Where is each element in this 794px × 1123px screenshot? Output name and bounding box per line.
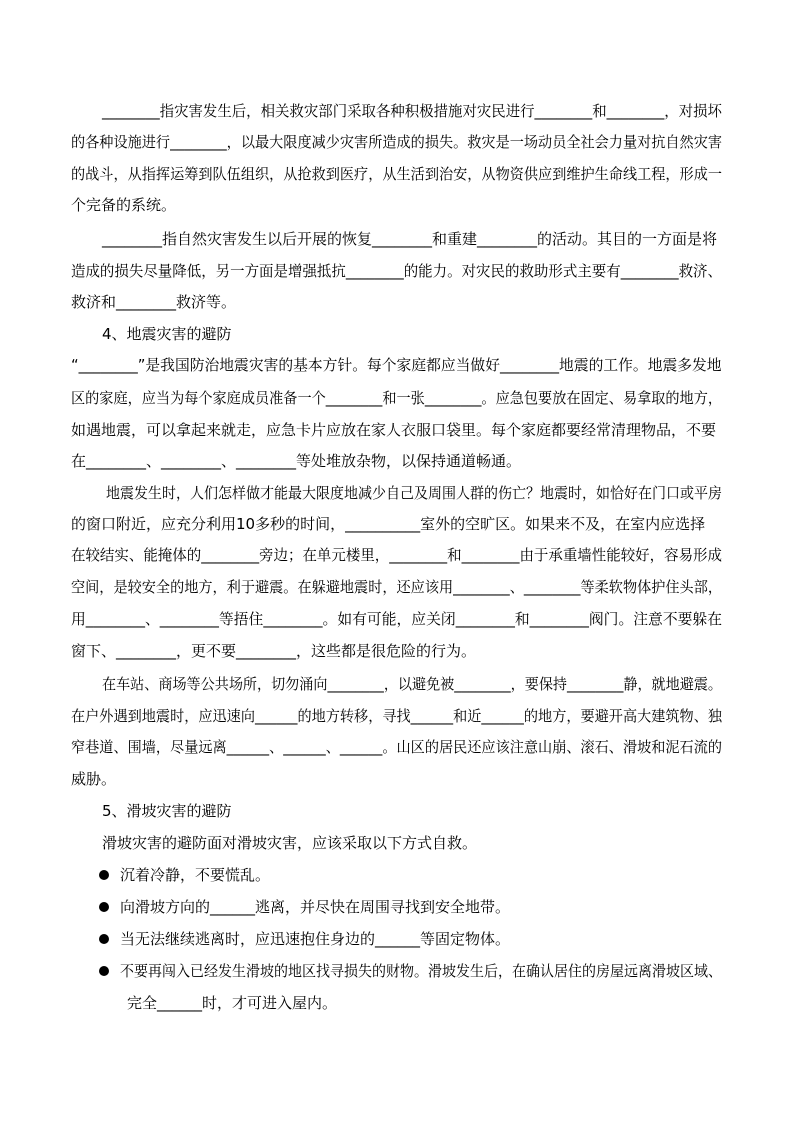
text-line: “________”是我国防治地震灾害的基本方针。每个家庭都应当做好________地震的工作。地震多发地 bbox=[71, 356, 722, 374]
section-heading: 4、地震灾害的避防 bbox=[102, 325, 232, 343]
bullet-icon bbox=[99, 966, 109, 976]
bullet-icon bbox=[99, 870, 109, 880]
text-line: 的战斗，从指挥运筹到队伍组织，从抢救到医疗，从生活到治安，从物资供应到维护生命线工程，形成一 bbox=[71, 165, 723, 183]
text-line: 的各种设施进行________，以最大限度减少灾害所造成的损失。救灾是一场动员全社会力量对抗自然灾害 bbox=[71, 133, 723, 151]
text-line: ________指自然灾害发生以后开展的恢复________和重建________的活动。其目的一方面是将 bbox=[102, 230, 718, 248]
text-line: 救济和________救济等。 bbox=[71, 293, 237, 311]
bullet-item: 向滑坡方向的______逃离，并尽快在周围寻找到安全地带。 bbox=[120, 898, 511, 916]
text-line: 滑坡灾害的避防面对滑坡灾害，应该采取以下方式自救。 bbox=[102, 834, 478, 852]
text-line: 完全______时，才可进入屋内。 bbox=[127, 994, 338, 1012]
text-line: 在车站、商场等公共场所，切勿涌向________，以避免被________，要保持________静，就地避震。 bbox=[102, 675, 723, 693]
text-line: 的窗口附近，应充分利用10多秒的时间，__________室外的空旷区。如果来不及，在室内应选择 bbox=[71, 515, 706, 533]
text-line: 威胁。 bbox=[71, 770, 117, 788]
text-line: 窄巷道、围墙，尽量远离______、______、______。山区的居民还应该注意山崩、滚石、滑坡和泥石流的 bbox=[71, 738, 723, 756]
text-line: 个完备的系统。 bbox=[71, 196, 177, 214]
text-line: ________指灾害发生后，相关救灾部门采取各种积极措施对灾民进行________和________，对损坏 bbox=[102, 102, 722, 120]
bullet-icon bbox=[99, 934, 109, 944]
bullet-item: 不要再闯入已经发生滑坡的地区找寻损失的财物。滑坡发生后，在确认居住的房屋远离滑坡区域、 bbox=[120, 962, 722, 980]
text-line: 在较结实、能掩体的________旁边；在单元楼里，________和________由于承重墙性能较好，容易形成 bbox=[71, 546, 722, 564]
section-heading: 5、滑坡灾害的避防 bbox=[102, 802, 232, 820]
text-line: 在________、________、________等处堆放杂物，以保持通道畅通。 bbox=[71, 452, 522, 470]
text-line: 造成的损失尽量降低，另一方面是增强抵抗________的能力。对灾民的救助形式主要有________救济、 bbox=[71, 262, 722, 280]
bullet-item: 当无法继续逃离时，应迅速抱住身边的______等固定物体。 bbox=[120, 930, 511, 948]
text-line: 在户外遇到地震时，应迅速向______的地方转移，寻找______和近______的地方，要避开高大建筑物、独 bbox=[71, 707, 723, 725]
text-line: 区的家庭，应当为每个家庭成员准备一个________和一张________。应急包要放在固定、易拿取的地方， bbox=[71, 389, 723, 407]
text-line: 用________、________等捂住________。如有可能，应关闭________和________阀门。注意不要躲在 bbox=[71, 610, 723, 628]
bullet-icon bbox=[99, 902, 109, 912]
text-line: 如遇地震，可以拿起来就走，应急卡片应放在家人衣服口袋里。每个家庭都要经常清理物品，不要 bbox=[71, 421, 717, 439]
bullet-item: 沉着冷静，不要慌乱。 bbox=[120, 866, 271, 884]
text-line: 窗下、________，更不要________，这些都是很危险的行为。 bbox=[71, 642, 477, 660]
text-line: 空间，是较安全的地方，利于避震。在躲避地震时，还应该用________、________等柔软物体护住头部， bbox=[71, 578, 723, 596]
text-line: 地震发生时，人们怎样做才能最大限度地减少自己及周围人群的伤亡？地震时，如恰好在门口或平房 bbox=[106, 484, 722, 502]
